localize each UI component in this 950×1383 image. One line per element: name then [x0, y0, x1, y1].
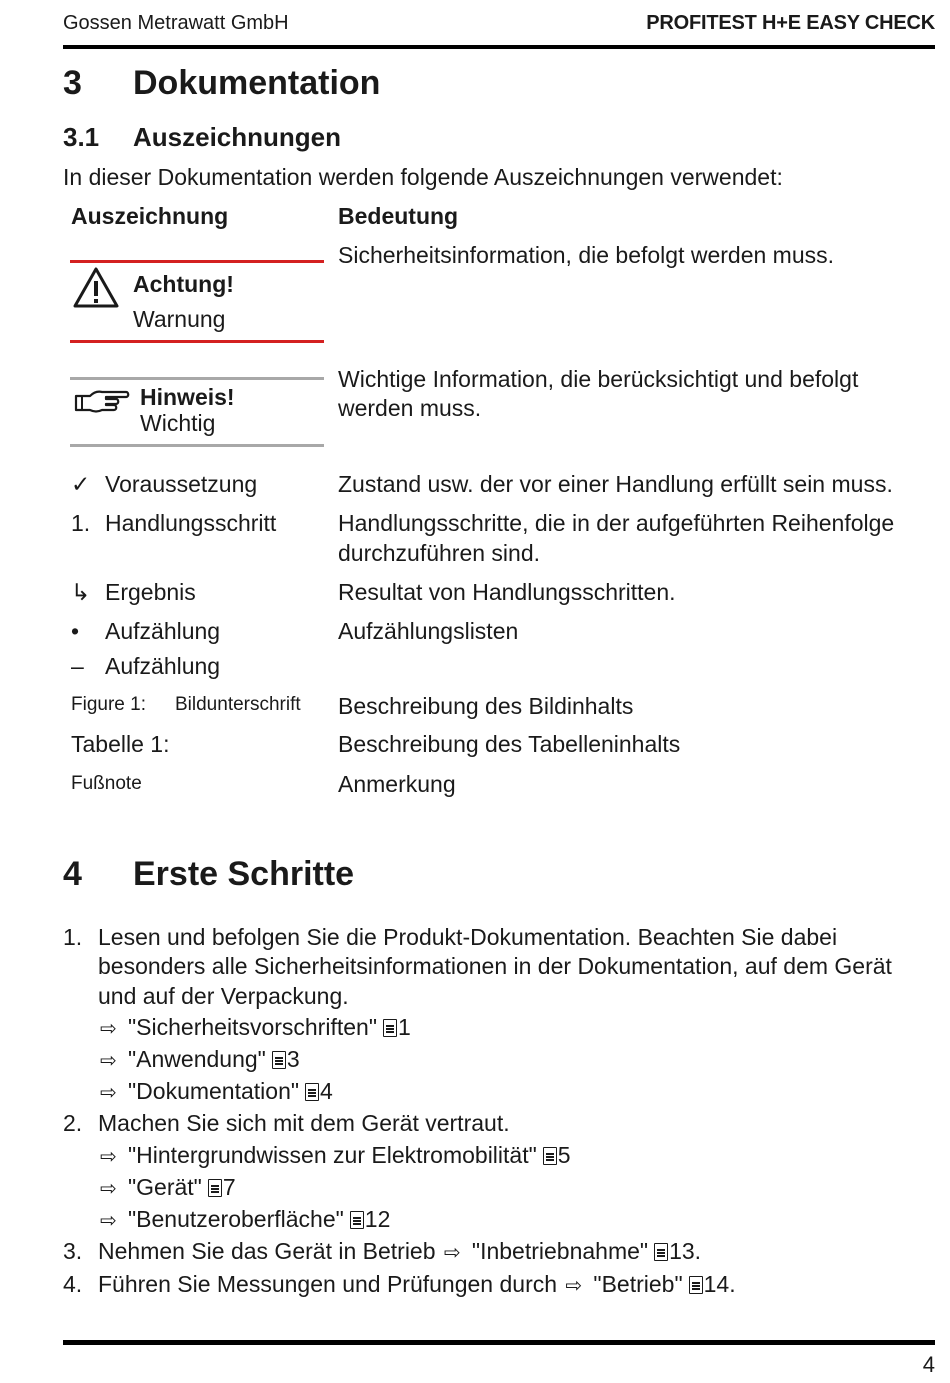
- reference-page: 1: [397, 1014, 411, 1040]
- warning-subtitle: Warnung: [133, 306, 226, 332]
- step-text-cont: und auf der Verpackung.: [98, 983, 349, 1009]
- row-meaning: Handlungsschritte, die in der aufgeführten Reihenfolge: [338, 510, 895, 536]
- footnote-label: Fußnote: [71, 773, 142, 794]
- pointing-hand-icon: [72, 386, 130, 416]
- intro-text: In dieser Dokumentation werden folgende Auszeichnungen verwendet:: [63, 164, 783, 190]
- step-text-cont: besonders alle Sicherheitsinformationen in der Dokumentation, auf dem Gerät: [98, 953, 892, 979]
- step-text: [98, 1238, 701, 1265]
- warning-triangle-icon: [72, 266, 120, 310]
- reference-title: "Gerät": [128, 1174, 202, 1200]
- step-text: [98, 1271, 736, 1298]
- note-meaning-line2: werden muss.: [338, 395, 482, 421]
- page-reference-icon: [383, 1019, 397, 1037]
- step-number: 2.: [63, 1110, 83, 1136]
- page-reference-icon: [689, 1276, 703, 1294]
- reference-page: 13.: [669, 1238, 702, 1264]
- cross-reference[interactable]: [100, 1174, 236, 1201]
- dash-icon: –: [71, 653, 84, 679]
- arrow-right-icon: ⇨: [100, 1050, 117, 1072]
- table-label: Tabelle 1:: [71, 731, 170, 757]
- reference-page: 7: [222, 1174, 236, 1200]
- row-meaning-cont: durchzuführen sind.: [338, 540, 541, 566]
- col-header-auszeichnung: Auszeichnung: [71, 203, 229, 229]
- page-reference-icon: [272, 1051, 286, 1069]
- cross-reference[interactable]: [100, 1046, 300, 1073]
- table-meaning: Beschreibung des Tabelleninhalts: [338, 731, 681, 757]
- warning-meaning: Sicherheitsinformation, die befolgt werden muss.: [338, 242, 835, 268]
- step-text: Lesen und befolgen Sie die Produkt-Dokumentation. Beachten Sie dabei: [98, 924, 838, 950]
- step-number: 3.: [63, 1238, 83, 1264]
- header-product: PROFITEST H+E EASY CHECK: [646, 12, 935, 34]
- row-meaning: Resultat von Handlungsschritten.: [338, 579, 676, 605]
- reference-title: "Dokumentation": [128, 1078, 300, 1104]
- reference-page: 14.: [703, 1271, 736, 1297]
- result-arrow-icon: ↳: [71, 579, 91, 605]
- subsection-title: Auszeichnungen: [133, 122, 342, 152]
- reference-title[interactable]: "Inbetriebnahme": [471, 1238, 649, 1264]
- header-rule: [63, 45, 935, 49]
- reference-page: 4: [320, 1078, 333, 1104]
- footnote-meaning: Anmerkung: [338, 771, 456, 797]
- row-label: Ergebnis: [105, 579, 196, 605]
- reference-title: "Hintergrundwissen zur Elektromobilität": [128, 1142, 537, 1168]
- row-label: Aufzählung: [105, 653, 221, 679]
- figure-caption: Bildunterschrift: [175, 694, 301, 715]
- warning-top-rule: [70, 260, 324, 263]
- reference-title: "Anwendung": [128, 1046, 266, 1072]
- step-text-main: Führen Sie Messungen und Prüfungen durch: [98, 1271, 558, 1297]
- step-number: 4.: [63, 1271, 83, 1297]
- checkmark-icon: ✓: [71, 471, 91, 497]
- arrow-right-icon: ⇨: [100, 1146, 117, 1168]
- warning-title: Achtung!: [133, 271, 234, 297]
- page-reference-icon: [305, 1083, 319, 1101]
- row-label: Voraussetzung: [105, 471, 258, 497]
- reference-title: "Benutzeroberfläche": [128, 1206, 344, 1232]
- note-bottom-rule: [70, 444, 324, 447]
- arrow-right-icon: ⇨: [443, 1242, 461, 1264]
- section-title: Erste Schritte: [133, 855, 355, 893]
- page-reference-icon: [543, 1147, 557, 1165]
- step-text: Machen Sie sich mit dem Gerät vertraut.: [98, 1110, 510, 1136]
- page-reference-icon: [208, 1179, 222, 1197]
- row-label: Aufzählung: [105, 618, 221, 644]
- arrow-right-icon: ⇨: [565, 1275, 583, 1297]
- reference-title[interactable]: "Betrieb": [593, 1271, 683, 1297]
- page-number: 4: [922, 1352, 935, 1377]
- col-header-bedeutung: Bedeutung: [338, 203, 459, 229]
- cross-reference[interactable]: [100, 1206, 390, 1233]
- note-title: Hinweis!: [140, 384, 235, 410]
- step-number: 1.: [71, 510, 91, 536]
- cross-reference[interactable]: [100, 1142, 571, 1169]
- page-reference-icon: [654, 1243, 668, 1261]
- reference-title: "Sicherheitsvorschriften": [128, 1014, 377, 1040]
- reference-page: 5: [557, 1142, 571, 1168]
- cross-reference[interactable]: [100, 1014, 411, 1041]
- page-reference-icon: [350, 1211, 364, 1229]
- cross-reference[interactable]: [100, 1078, 333, 1105]
- arrow-right-icon: ⇨: [100, 1178, 117, 1200]
- reference-page: 3: [286, 1046, 300, 1072]
- step-text-main: Nehmen Sie das Gerät in Betrieb: [98, 1238, 436, 1264]
- header-company: Gossen Metrawatt GmbH: [63, 12, 289, 34]
- note-subtitle: Wichtig: [140, 410, 216, 436]
- arrow-right-icon: ⇨: [100, 1018, 117, 1040]
- figure-label: Figure 1:: [71, 694, 146, 715]
- row-meaning: Aufzählungslisten: [338, 618, 519, 644]
- arrow-right-icon: ⇨: [100, 1210, 117, 1232]
- note-meaning-line1: Wichtige Information, die berücksichtigt und befolgt: [338, 366, 859, 392]
- section-number: 3: [63, 64, 82, 102]
- reference-page: 12: [364, 1206, 391, 1232]
- bullet-icon: •: [71, 618, 80, 644]
- section-title: Dokumentation: [133, 64, 381, 102]
- section-number: 4: [63, 855, 82, 893]
- note-top-rule: [70, 377, 324, 380]
- figure-meaning: Beschreibung des Bildinhalts: [338, 693, 634, 719]
- arrow-right-icon: ⇨: [100, 1082, 117, 1104]
- step-number: 1.: [63, 924, 83, 950]
- row-label: Handlungsschritt: [105, 510, 277, 536]
- footer-rule: [63, 1340, 935, 1345]
- subsection-number: 3.1: [63, 122, 100, 152]
- warning-bottom-rule: [70, 340, 324, 343]
- row-meaning: Zustand usw. der vor einer Handlung erfüllt sein muss.: [338, 471, 893, 497]
